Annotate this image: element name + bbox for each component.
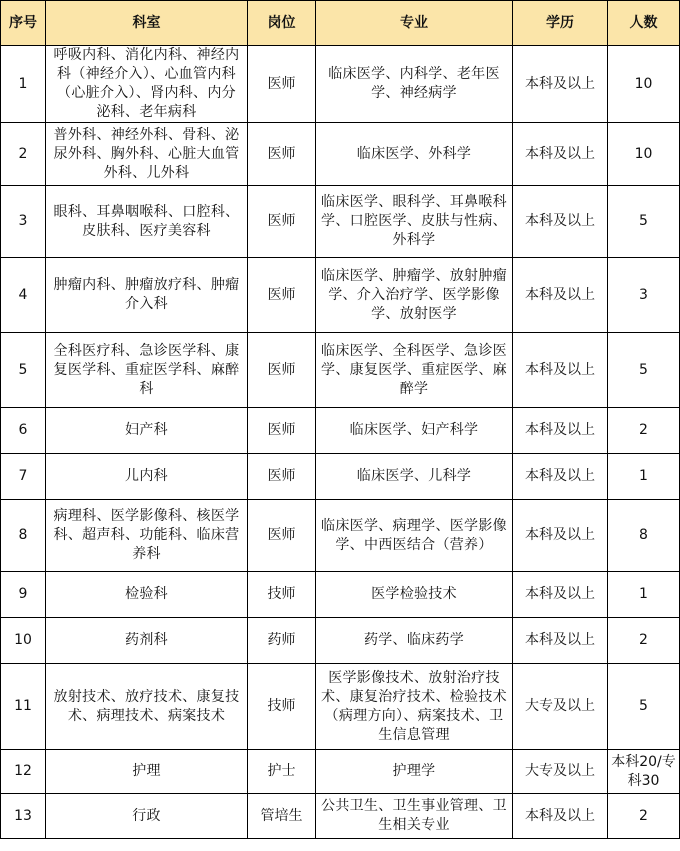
table-row [1,408,680,454]
cell-education: 本科及以上 [513,500,608,572]
cell-count: 5 [608,333,680,408]
cell-serial: 11 [1,664,46,750]
cell-count: 1 [608,572,680,618]
cell-department: 放射技术、放疗技术、康复技术、病理技术、病案技术 [46,664,248,750]
cell-major: 临床医学、病理学、医学影像学、中西医结合（营养） [316,500,513,572]
cell-education: 本科及以上 [513,572,608,618]
table-row [1,258,680,333]
cell-department: 病理科、医学影像科、核医学科、超声科、功能科、临床营养科 [46,500,248,572]
cell-count: 2 [608,794,680,839]
cell-serial: 10 [1,618,46,664]
cell-serial: 4 [1,258,46,333]
cell-education: 本科及以上 [513,333,608,408]
cell-department: 检验科 [46,572,248,618]
cell-major: 护理学 [316,750,513,794]
cell-count: 8 [608,500,680,572]
cell-education: 本科及以上 [513,186,608,258]
cell-post: 医师 [248,258,316,333]
cell-education: 本科及以上 [513,794,608,839]
cell-major: 临床医学、眼科学、耳鼻喉科学、口腔医学、皮肤与性病、外科学 [316,186,513,258]
cell-major: 临床医学、肿瘤学、放射肿瘤学、介入治疗学、医学影像学、放射医学 [316,258,513,333]
cell-post: 药师 [248,618,316,664]
table-row [1,618,680,664]
header-major: 专业 [316,1,513,46]
cell-post: 医师 [248,333,316,408]
table-row [1,572,680,618]
cell-major: 临床医学、外科学 [316,123,513,186]
cell-count: 1 [608,454,680,500]
cell-education: 本科及以上 [513,618,608,664]
cell-education: 大专及以上 [513,664,608,750]
header-department: 科室 [46,1,248,46]
cell-department: 行政 [46,794,248,839]
cell-post: 技师 [248,664,316,750]
cell-department: 全科医疗科、急诊医学科、康复医学科、重症医学科、麻醉科 [46,333,248,408]
cell-serial: 9 [1,572,46,618]
cell-serial: 3 [1,186,46,258]
cell-department: 眼科、耳鼻咽喉科、口腔科、皮肤科、医疗美容科 [46,186,248,258]
cell-serial: 6 [1,408,46,454]
header-serial: 序号 [1,1,46,46]
cell-post: 技师 [248,572,316,618]
cell-count: 本科20/专科30 [608,750,680,794]
table-row [1,794,680,839]
cell-major: 药学、临床药学 [316,618,513,664]
cell-education: 本科及以上 [513,454,608,500]
cell-count: 10 [608,46,680,123]
cell-major: 公共卫生、卫生事业管理、卫生相关专业 [316,794,513,839]
table-row [1,333,680,408]
cell-serial: 12 [1,750,46,794]
table-row [1,123,680,186]
table-row [1,500,680,572]
table-row [1,46,680,123]
cell-department: 普外科、神经外科、骨科、泌尿外科、胸外科、心脏大血管外科、儿外科 [46,123,248,186]
cell-department: 肿瘤内科、肿瘤放疗科、肿瘤介入科 [46,258,248,333]
cell-serial: 5 [1,333,46,408]
cell-department: 儿内科 [46,454,248,500]
cell-major: 临床医学、妇产科学 [316,408,513,454]
header-count: 人数 [608,1,680,46]
header-post: 岗位 [248,1,316,46]
cell-major: 临床医学、全科医学、急诊医学、康复医学、重症医学、麻醉学 [316,333,513,408]
cell-major: 临床医学、内科学、老年医学、神经病学 [316,46,513,123]
cell-department: 护理 [46,750,248,794]
cell-education: 本科及以上 [513,123,608,186]
cell-count: 3 [608,258,680,333]
cell-department: 药剂科 [46,618,248,664]
table-row [1,186,680,258]
table-row [1,664,680,750]
cell-serial: 13 [1,794,46,839]
cell-education: 本科及以上 [513,408,608,454]
header-education: 学历 [513,1,608,46]
cell-department: 妇产科 [46,408,248,454]
cell-major: 临床医学、儿科学 [316,454,513,500]
cell-serial: 1 [1,46,46,123]
cell-post: 医师 [248,454,316,500]
cell-serial: 2 [1,123,46,186]
cell-major: 医学影像技术、放射治疗技术、康复治疗技术、检验技术（病理方向）、病案技术、卫生信息管理 [316,664,513,750]
cell-post: 医师 [248,123,316,186]
cell-count: 5 [608,664,680,750]
cell-count: 2 [608,618,680,664]
cell-count: 10 [608,123,680,186]
table-body [1,46,680,839]
cell-serial: 7 [1,454,46,500]
cell-department: 呼吸内科、消化内科、神经内科（神经介入）、心血管内科（心脏介入）、肾内科、内分泌科、老年病科 [46,46,248,123]
cell-education: 本科及以上 [513,46,608,123]
table-row [1,454,680,500]
cell-post: 医师 [248,46,316,123]
header-row [1,1,680,46]
table-row [1,750,680,794]
cell-post: 医师 [248,408,316,454]
cell-count: 5 [608,186,680,258]
cell-post: 护士 [248,750,316,794]
cell-count: 2 [608,408,680,454]
cell-education: 大专及以上 [513,750,608,794]
table-header [1,1,680,46]
cell-education: 本科及以上 [513,258,608,333]
cell-post: 医师 [248,500,316,572]
cell-post: 管培生 [248,794,316,839]
cell-serial: 8 [1,500,46,572]
cell-major: 医学检验技术 [316,572,513,618]
cell-post: 医师 [248,186,316,258]
